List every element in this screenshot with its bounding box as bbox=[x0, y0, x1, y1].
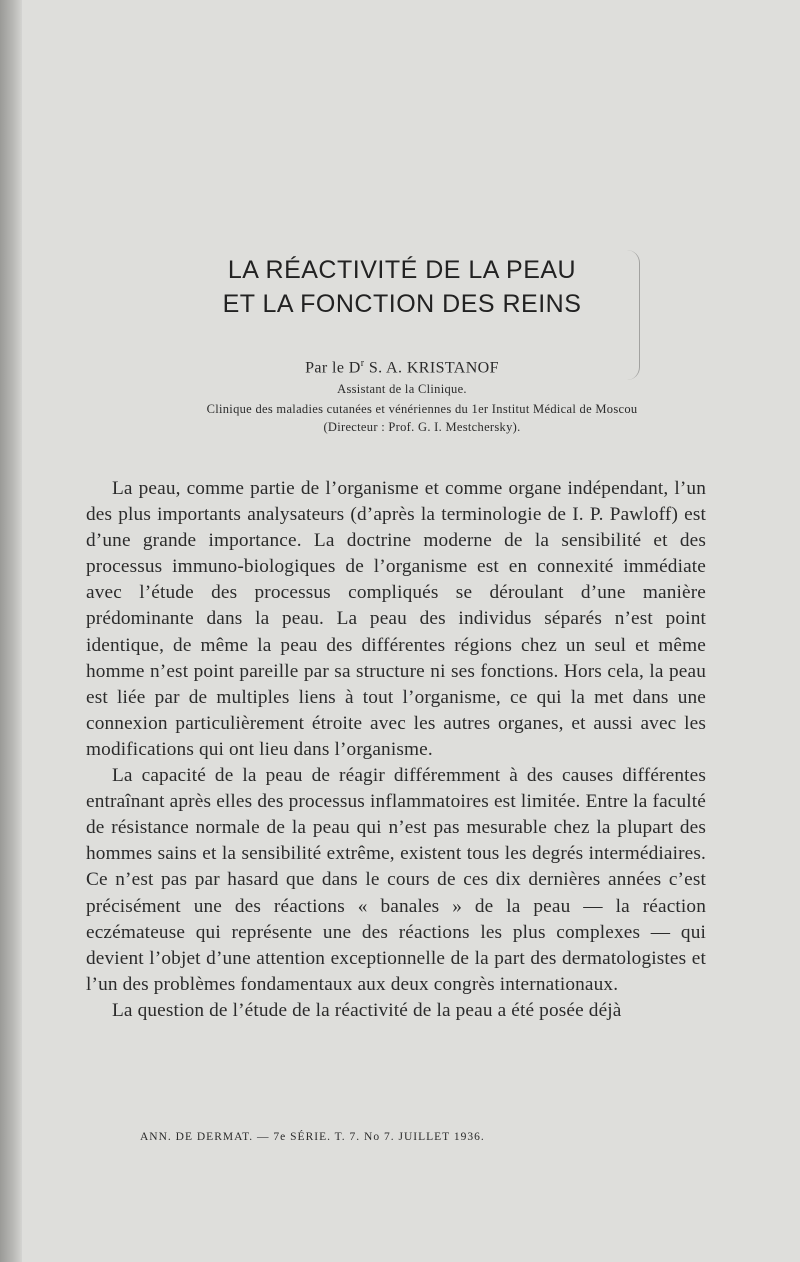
author-prefix-sup: r bbox=[360, 358, 365, 369]
clinic-director: (Directeur : Prof. G. I. Mestchersky). bbox=[323, 420, 521, 434]
author-name: S. A. KRISTANOF bbox=[368, 359, 499, 377]
pencil-bracket-mark bbox=[627, 250, 640, 380]
scanned-page bbox=[22, 0, 800, 1262]
article-body bbox=[86, 476, 706, 1024]
author-byline bbox=[202, 358, 602, 377]
paragraph-1: La peau, comme partie de l’organisme et comme organe indépendant, l’un des plus importants analysateurs (d’après la terminologie de I. P. Pawloff) est d’une grande importance. La doctrine moderne de la sensibilité et des processus immuno-biologiques de l’organisme est en connexité immédiate avec l’étude des processus compliqués se déroulant d’une manière prédominante dans la peau. La peau des individus séparés n’est point identique, de même la peau des différentes régions chez un seul et même homme n’est point pareille par sa structure ni ses fonctions. Hors cela, la peau est liée par de multiples liens à tout l’organisme, ce qui la met dans une connexion particulièrement étroite avec les autres organes, et aussi avec les modifications qui ont lieu dans l’organisme. bbox=[86, 478, 706, 760]
article-title-line-2: ET LA FONCTION DES REINS bbox=[222, 290, 582, 318]
article-title-line-1: LA RÉACTIVITÉ DE LA PEAU bbox=[227, 256, 577, 284]
author-role: Assistant de la Clinique. bbox=[337, 382, 467, 396]
journal-footer: ANN. DE DERMAT. — 7e SÉRIE. T. 7. No 7. JUILLET 1936. bbox=[140, 1131, 485, 1143]
paragraph-2: La capacité de la peau de réagir différemment à des causes différentes entraînant après elles des processus inflammatoires est limitée. Entre la faculté de résistance normale de la peau qui n’est pas mesurable chez la plupart des hommes sains et la sensibilité extrême, existent tous les degrés intermédiaires. Ce n’est pas par hasard que dans le cours de ces dix dernières années c’est précisément une des réactions « banales » de la peau — la réaction eczémateuse qui représente une des réactions les plus complexes — qui devient l’objet d’une attention exceptionnelle de la part des dermatologistes et l’un des problèmes fondamentaux aux deux congrès internationaux. bbox=[86, 765, 706, 995]
paragraph-3: La question de l’étude de la réactivité de la peau a été posée déjà bbox=[112, 999, 622, 1021]
clinic-affiliation: Clinique des maladies cutanées et vénériennes du 1er Institut Médical de Moscou bbox=[206, 402, 638, 416]
binding-shadow bbox=[0, 0, 22, 1262]
author-prefix: Par le D bbox=[305, 359, 361, 377]
